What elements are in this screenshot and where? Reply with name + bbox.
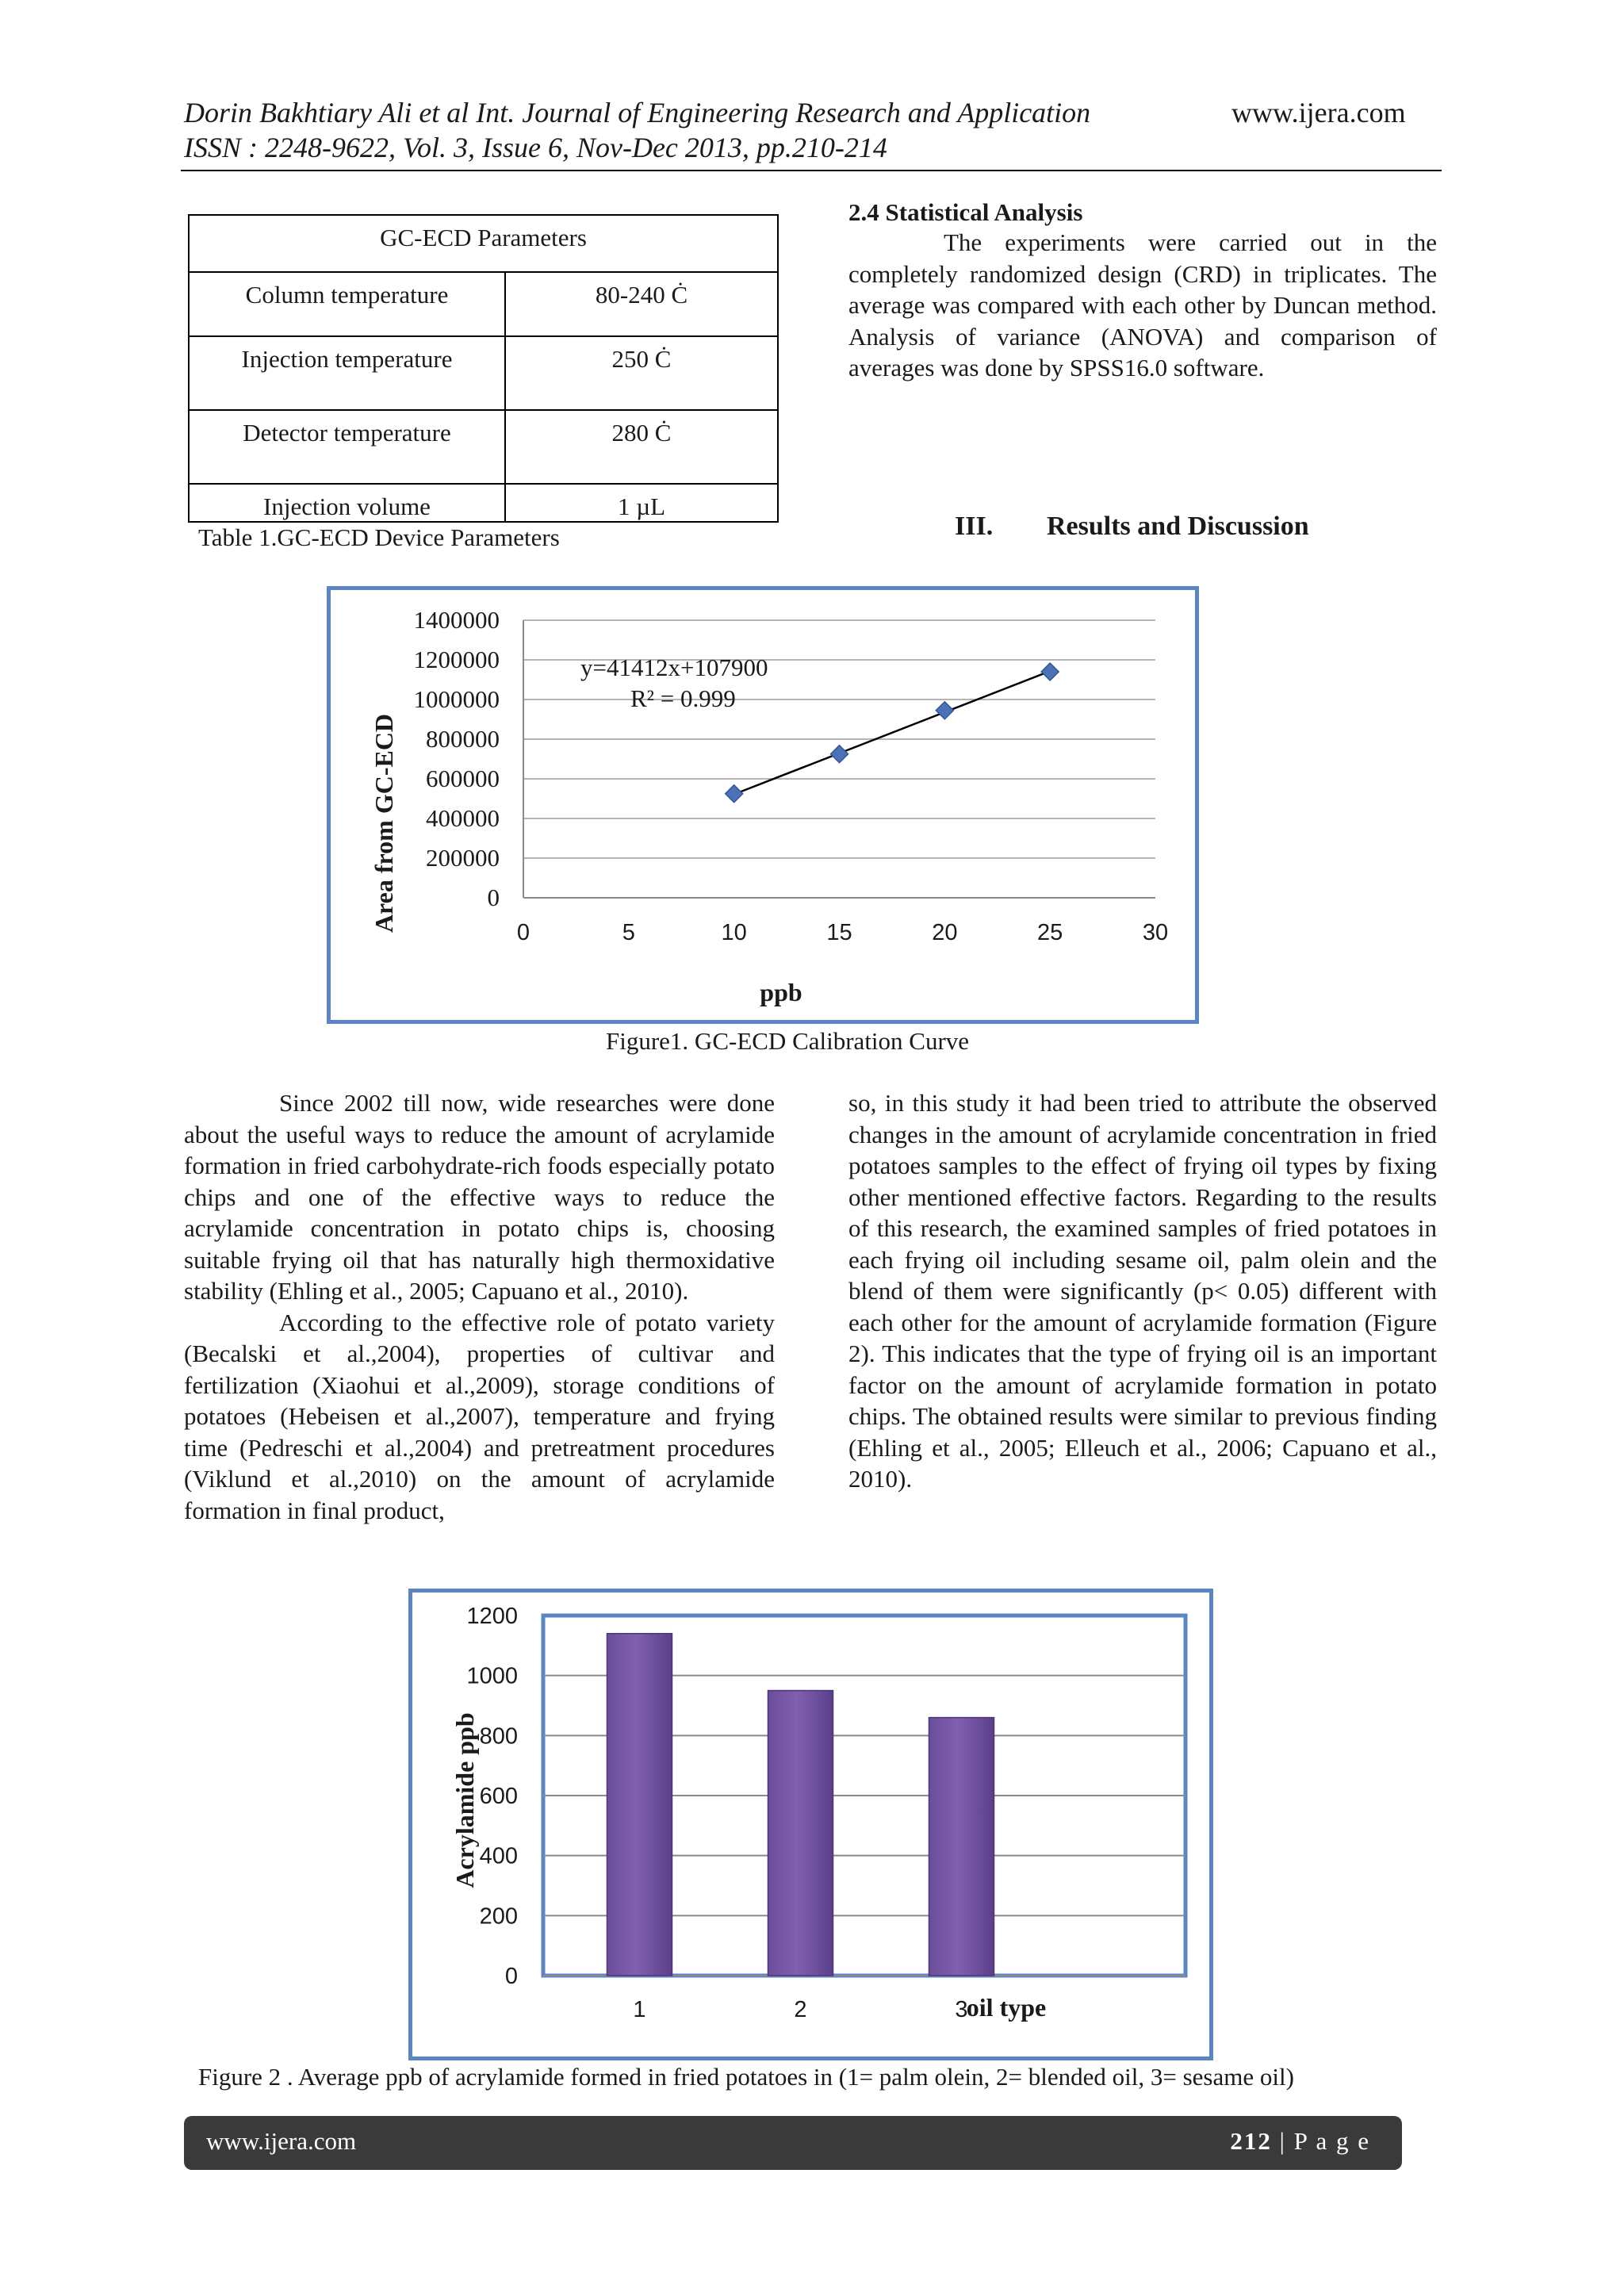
y-tick-label: 400: [479, 1843, 518, 1869]
table-title: GC-ECD Parameters: [189, 215, 778, 272]
y-tick-label: 200: [479, 1903, 518, 1930]
acrylamide-bar-chart: [408, 1589, 1213, 2060]
footer-website[interactable]: www.ijera.com: [206, 2127, 357, 2155]
y-tick-label: 800: [479, 1723, 518, 1750]
table-row: [189, 336, 778, 410]
statistical-analysis-section: [848, 198, 1437, 384]
data-point: [726, 785, 743, 803]
x-axis-label: ppb: [760, 978, 802, 1006]
x-axis-label: oil type: [966, 1993, 1047, 2022]
data-point: [831, 746, 848, 763]
table-param: Injection volume: [189, 484, 505, 522]
table-caption: Table 1.GC-ECD Device Parameters: [198, 523, 560, 551]
page-suffix: | P a g e: [1271, 2127, 1370, 2155]
calibration-chart: [327, 586, 1199, 1024]
y-tick-label: 0: [487, 884, 500, 911]
table-value: 1 µL: [505, 484, 778, 522]
y-tick-label: 200000: [426, 844, 500, 872]
section-heading: 2.4 Statistical Analysis: [848, 198, 1083, 226]
x-tick-label: 2: [794, 1997, 807, 2022]
data-point: [1041, 663, 1059, 680]
table-row: [189, 272, 778, 336]
journal-citation: Dorin Bakhtiary Ali et al Int. Journal of Engineering Research and Application: [184, 97, 1091, 128]
y-tick-label: 0: [504, 1964, 518, 1989]
y-axis-label: Acrylamide ppb: [450, 1712, 479, 1888]
y-tick-label: 1200000: [413, 646, 500, 673]
gc-ecd-parameters-table: [188, 214, 779, 523]
figure2-caption: Figure 2 . Average ppb of acrylamide formed in fried potatoes in (1= palm olein, 2= blended oil, 3= sesame oil): [198, 2063, 1294, 2091]
body-left-column: [184, 1087, 775, 1526]
y-tick-label: 1400000: [413, 606, 500, 634]
x-tick-label: 15: [826, 920, 852, 945]
y-tick-label: 600: [479, 1784, 518, 1809]
x-tick-label: 25: [1037, 920, 1063, 945]
x-tick-label: 10: [721, 920, 747, 945]
page-number-block: [1230, 2127, 1370, 2156]
x-tick-label: 1: [633, 1997, 646, 2022]
y-tick-label: 1200: [466, 1604, 518, 1629]
trendline: [734, 671, 1051, 794]
bar: [929, 1718, 994, 1976]
section-paragraph: The experiments were carried out in the completely randomized design (CRD) in triplicates. The average was compared with each other by Duncan method. Analysis of variance (ANOVA) and comparison of averages was done by SPSS16.0 software.: [848, 228, 1437, 381]
section-number: III.: [955, 512, 994, 541]
y-tick-label: 400000: [426, 804, 500, 832]
x-tick-label: 3: [955, 1997, 968, 2022]
x-tick-label: 30: [1142, 920, 1169, 945]
acrylamide-bar-chart-svg: [412, 1593, 1209, 2056]
calibration-chart-svg: [331, 590, 1195, 1020]
table-row: [189, 484, 778, 522]
table-value: 280 Ċ: [505, 410, 778, 484]
data-point: [936, 702, 953, 719]
r-squared: R² = 0.999: [630, 684, 736, 712]
x-tick-label: 20: [932, 920, 958, 945]
y-axis-label: Area from GC-ECD: [370, 713, 398, 933]
bar: [768, 1691, 833, 1976]
bar: [607, 1634, 672, 1976]
table-row: [189, 410, 778, 484]
y-tick-label: 1000000: [413, 685, 500, 713]
page-number: 212: [1230, 2127, 1272, 2155]
page-footer: [184, 2116, 1402, 2170]
x-tick-label: 0: [516, 920, 530, 945]
paragraph: Since 2002 till now, wide researches were done about the useful ways to reduce the amount of acrylamide formation in fried carbohydrate-rich foods especially potato chips and one of the effective ways to reduce the acrylamide concentration in potato chips is, choosing suitable frying oil that has naturally high thermoxidative stability (Ehling et al., 2005; Capuano et al., 2010).: [184, 1089, 775, 1305]
y-tick-label: 800000: [426, 725, 500, 753]
header-website[interactable]: www.ijera.com: [1231, 97, 1406, 128]
table-value: 250 Ċ: [505, 336, 778, 410]
table-param: Detector temperature: [189, 410, 505, 484]
section-title: Results and Discussion: [1047, 512, 1309, 541]
trendline-equation: y=41412x+107900: [580, 654, 768, 681]
table-param: Column temperature: [189, 272, 505, 336]
body-right-column: [848, 1087, 1437, 1495]
issn-line: ISSN : 2248-9622, Vol. 3, Issue 6, Nov-Dec 2013, pp.210-214: [184, 132, 887, 163]
y-tick-label: 600000: [426, 765, 500, 792]
figure1-caption: Figure1. GC-ECD Calibration Curve: [606, 1027, 970, 1055]
paragraph: so, in this study it had been tried to attribute the observed changes in the amount of acrylamide concentration in fried potatoes samples to the effect of frying oil types by fixing other mentioned effective factors. Regarding to the results of this research, the examined samples of fried potatoes in each frying oil including sesame oil, palm olein and the blend of them were significantly (p< 0.05) different with each other for the amount of acrylamide formation (Figure 2). This indicates that the type of frying oil is an important factor on the amount of acrylamide formation in potato chips. The obtained results were similar to previous finding (Ehling et al., 2005; Elleuch et al., 2006; Capuano et al., 2010).: [848, 1089, 1437, 1493]
paragraph: According to the effective role of potato variety (Becalski et al.,2004), properties of cultivar and fertilization (Xiaohui et al.,2009), storage conditions of potatoes (Hebeisen et al.,2007), temperature and frying time (Pedreschi et al.,2004) and pretreatment procedures (Viklund et al.,2010) on the amount of acrylamide formation in final product,: [184, 1308, 775, 1524]
table-param: Injection temperature: [189, 336, 505, 410]
y-tick-label: 1000: [466, 1663, 518, 1689]
header-rule: [181, 170, 1442, 171]
x-tick-label: 5: [622, 920, 635, 945]
table-value: 80-240 Ċ: [505, 272, 778, 336]
